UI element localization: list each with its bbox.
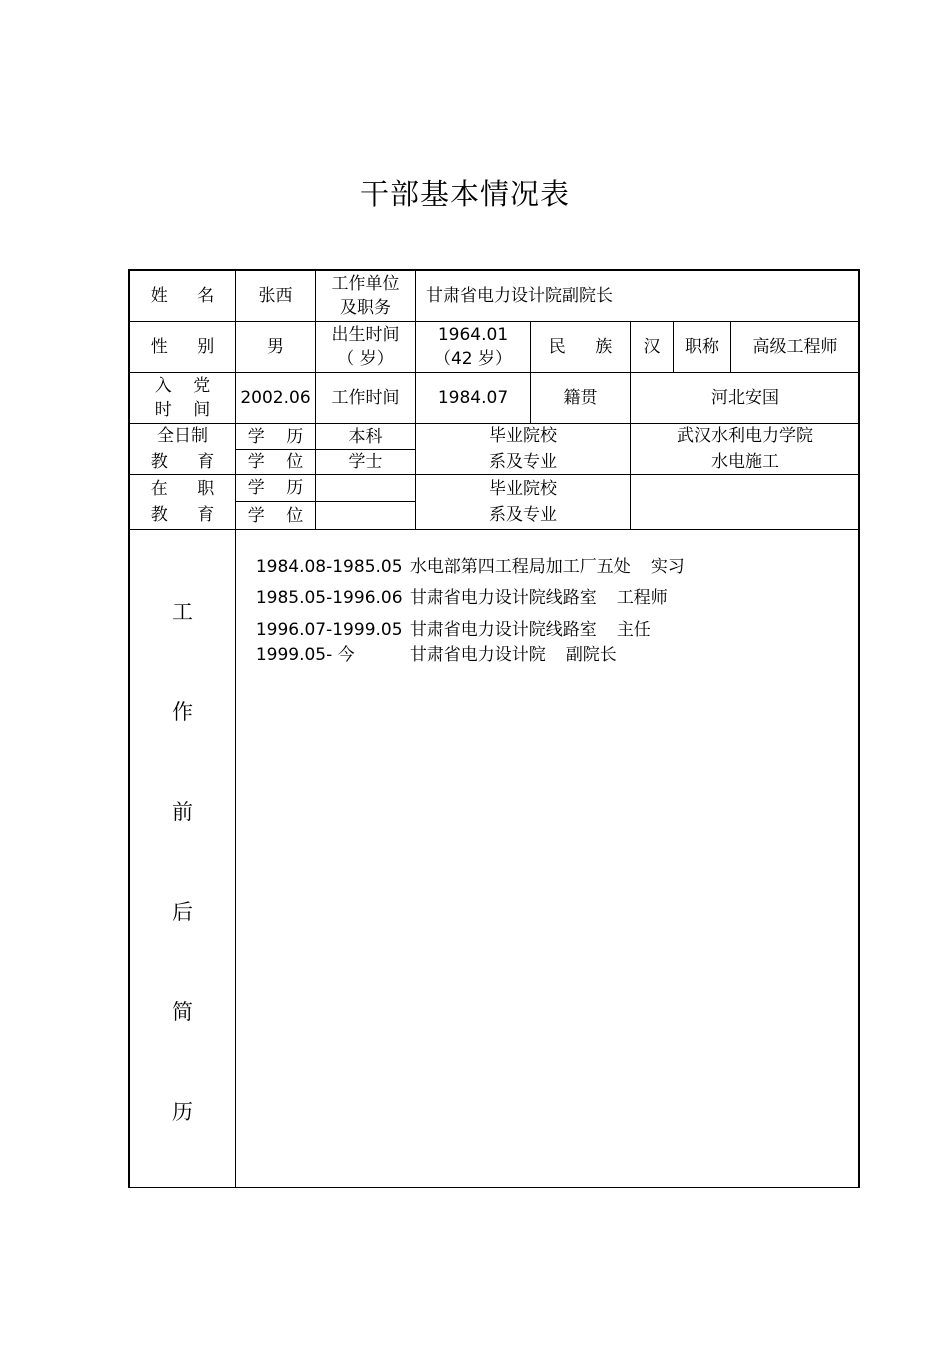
history-unit: 水电部第四工程局加工厂五处 [409, 557, 631, 577]
ft-degree-value: 学士 [348, 452, 383, 472]
gender-label: 性 别 [150, 337, 227, 357]
is-school-label-line2: 系及专业 [489, 505, 557, 525]
history-label-char: 作 [172, 700, 193, 724]
work-start-label: 工作时间 [331, 388, 400, 408]
ft-major: 水电施工 [711, 452, 779, 472]
row-divider [130, 529, 859, 530]
ft-school-label [416, 424, 630, 474]
ft-school-value [631, 424, 859, 474]
history-unit: 甘肃省电力设计院线路室 [409, 620, 597, 640]
party-date-label [130, 373, 235, 423]
history-role: 实习 [650, 557, 685, 577]
history-dates: 1999.05- 今 [255, 645, 355, 665]
work-start-value: 1984.07 [437, 388, 509, 408]
ft-degree-level-label: 学 历 [247, 426, 312, 447]
ft-school-label-line1: 毕业院校 [489, 426, 557, 446]
history-label-char: 前 [172, 800, 193, 824]
inservice-education-label [130, 475, 235, 529]
history-label-char: 简 [172, 1000, 193, 1024]
history-label-char: 后 [172, 900, 193, 924]
is-degree-value [316, 502, 415, 529]
name-label: 姓 名 [150, 286, 227, 306]
is-degree-level-label: 学 历 [247, 478, 312, 498]
birth-label-line1: 出生时间 [331, 325, 400, 345]
gender-value: 男 [267, 337, 284, 357]
ethnicity-label: 民 族 [548, 337, 625, 357]
history-entry [245, 619, 617, 667]
history-role: 主任 [616, 620, 651, 640]
is-degree-level-value [316, 475, 415, 501]
native-place-label: 籍贯 [563, 388, 598, 408]
age: （42 岁） [433, 349, 513, 369]
history-label-char: 工 [172, 600, 193, 624]
native-place-value: 河北安国 [711, 388, 779, 408]
history-role: 工程师 [616, 588, 668, 608]
ft-degree-level-value: 本科 [348, 426, 383, 447]
title-rank-value: 高级工程师 [752, 337, 838, 357]
is-school-value [631, 475, 859, 529]
birth-label-line2: （ 岁） [337, 349, 394, 369]
history-label-char: 历 [172, 1100, 193, 1124]
birth-value [416, 322, 530, 372]
is-school-label-line1: 毕业院校 [489, 479, 557, 499]
work-unit-value: 甘肃省电力设计院副院长 [426, 286, 613, 306]
ft-degree-label: 学 位 [247, 452, 312, 472]
work-unit-label-line1: 工作单位 [331, 274, 400, 294]
inservice-label-line2: 教 育 [150, 505, 227, 525]
fulltime-label-line1: 全日制 [157, 426, 208, 446]
title-rank-label: 职称 [685, 337, 719, 357]
birth-label [316, 322, 415, 372]
history-dates: 1985.05-1996.06 [255, 588, 403, 608]
history-role: 副院长 [565, 645, 617, 665]
history-unit: 甘肃省电力设计院 [409, 645, 546, 665]
work-unit-label [316, 271, 415, 321]
work-unit-label-line2: 及职务 [340, 298, 391, 318]
name-value: 张西 [258, 286, 293, 306]
inservice-label-line1: 在 职 [150, 479, 227, 499]
is-degree-label: 学 位 [247, 505, 312, 526]
birth-date: 1964.01 [437, 325, 509, 345]
fulltime-education-label [130, 424, 235, 474]
fulltime-label-line2: 教 育 [150, 452, 227, 472]
party-date-value: 2002.06 [240, 388, 311, 408]
history-dates: 1996.07-1999.05 [255, 620, 403, 640]
party-label-line2: 时 间 [154, 400, 219, 420]
history-unit: 甘肃省电力设计院线路室 [409, 588, 597, 608]
ft-school-name: 武汉水利电力学院 [677, 426, 813, 446]
history-dates: 1984.08-1985.05 [255, 557, 403, 577]
page-title: 干部基本情况表 [359, 177, 570, 211]
party-label-line1: 入 党 [154, 376, 219, 396]
ft-school-label-line2: 系及专业 [489, 452, 557, 472]
ethnicity-value: 汉 [643, 337, 661, 357]
is-school-label [416, 475, 630, 529]
